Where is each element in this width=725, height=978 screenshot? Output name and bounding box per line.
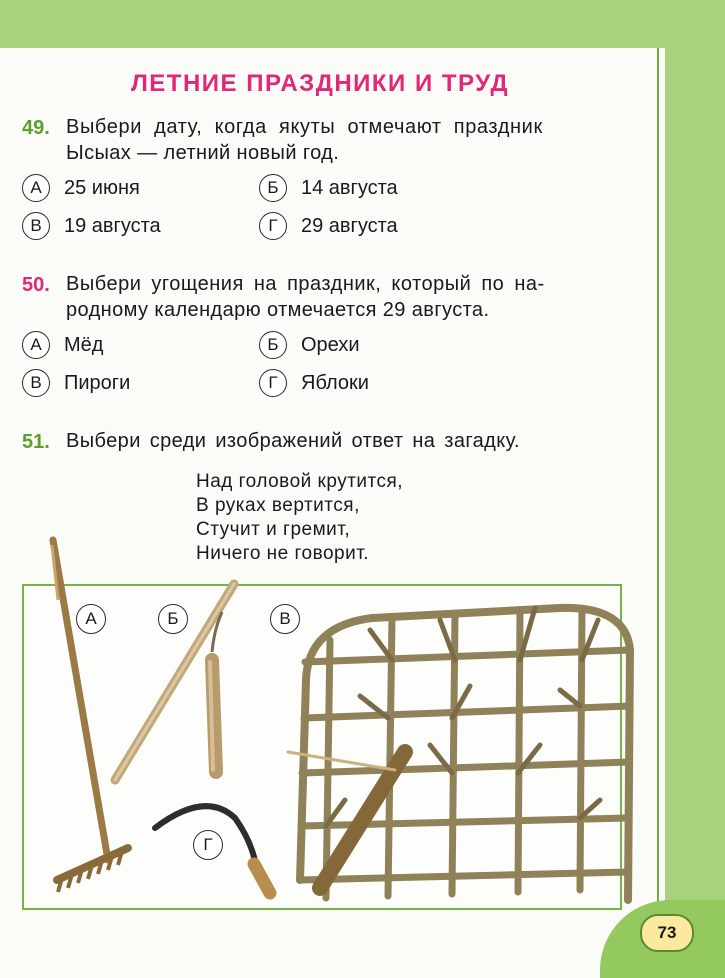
riddle-line: Стучит и гремит, bbox=[196, 519, 351, 540]
image-option-label: А bbox=[76, 604, 106, 634]
question-line: родному календарю отмечается 29 августа. bbox=[66, 299, 490, 321]
option-letter-badge: Г bbox=[259, 212, 287, 240]
option-letter-badge: А bbox=[22, 331, 50, 359]
image-option-label: Г bbox=[193, 830, 223, 860]
question-line: Выбери угощения на праздник, который по на- bbox=[66, 273, 545, 295]
harrow-image[interactable] bbox=[288, 608, 630, 900]
question-line: Ысыах — летний новый год. bbox=[66, 142, 340, 164]
question-line: Выбери среди изображений ответ на загадку. bbox=[66, 430, 520, 452]
option-letter-badge: В bbox=[22, 369, 50, 397]
option-label: Яблоки bbox=[301, 371, 369, 394]
option-label: Мёд bbox=[64, 333, 104, 356]
option-letter-badge: Б bbox=[259, 331, 287, 359]
riddle-line: Ничего не говорит. bbox=[196, 543, 370, 564]
question-number: 51. bbox=[22, 431, 50, 453]
image-option-label: В bbox=[270, 604, 300, 634]
option-label: 29 августа bbox=[301, 214, 398, 237]
option-letter-badge: А bbox=[22, 174, 50, 202]
question-number: 49. bbox=[22, 117, 50, 139]
rake-image[interactable] bbox=[52, 540, 128, 892]
option-label: 25 июня bbox=[64, 176, 140, 199]
question-line: Выбери дату, когда якуты отмечают праздник bbox=[66, 116, 543, 138]
option-label: Пироги bbox=[64, 371, 131, 394]
riddle-line: В руках вертится, bbox=[196, 495, 360, 516]
option-letter-badge: В bbox=[22, 212, 50, 240]
option-label: 14 августа bbox=[301, 176, 398, 199]
option-label: 19 августа bbox=[64, 214, 161, 237]
question-number: 50. bbox=[22, 274, 50, 296]
option-letter-badge: Г bbox=[259, 369, 287, 397]
option-label: Орехи bbox=[301, 333, 360, 356]
image-option-label: Б bbox=[158, 604, 188, 634]
page-title: ЛЕТНИЕ ПРАЗДНИКИ И ТРУД bbox=[130, 70, 510, 97]
option-letter-badge: Б bbox=[259, 174, 287, 202]
page-number: 73 bbox=[640, 914, 694, 952]
riddle-line: Над головой крутится, bbox=[196, 471, 404, 492]
